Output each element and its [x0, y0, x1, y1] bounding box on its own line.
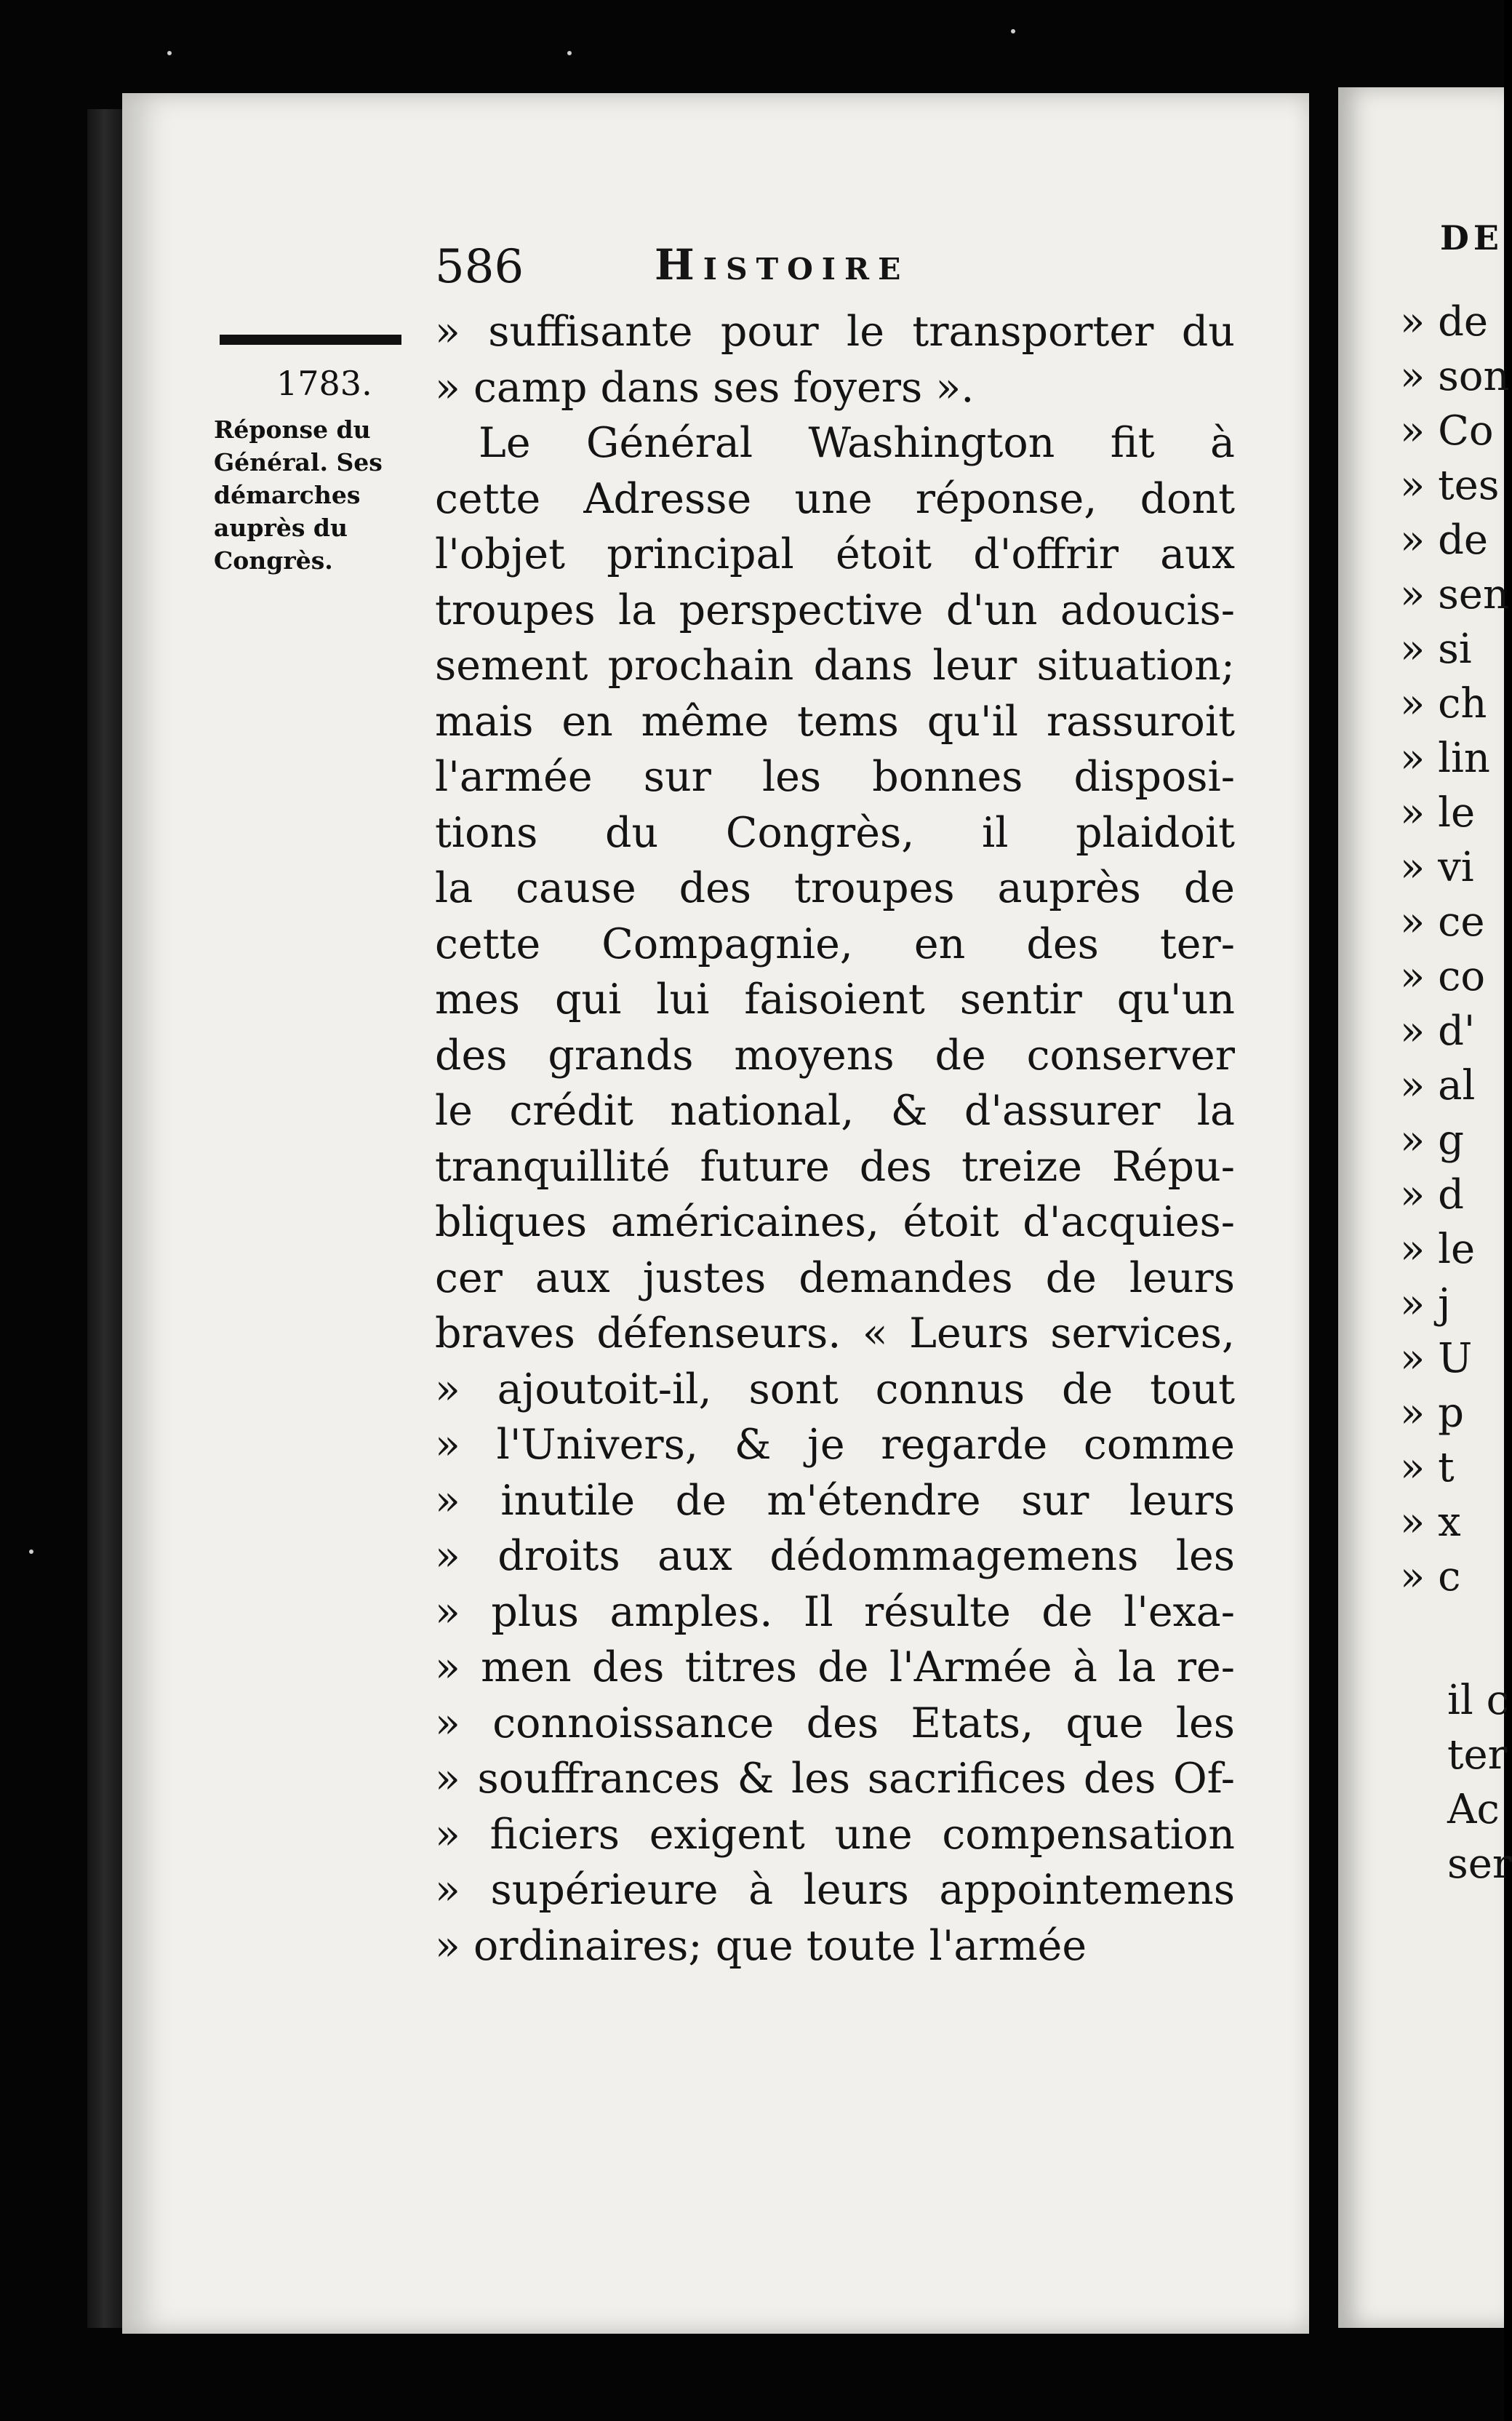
page-number: 586: [435, 240, 524, 294]
facing-line: » co: [1400, 953, 1486, 1000]
text-line: cette Compagnie, en des ter-: [435, 920, 1235, 968]
text-line: » camp dans ses foyers ».: [435, 363, 975, 412]
text-line: » ajoutoit-il, sont connus de tout: [435, 1365, 1235, 1413]
text-line: mais en même tems qu'il rassuroit: [435, 697, 1235, 746]
text-line: braves défenseurs. « Leurs services,: [435, 1309, 1235, 1357]
margin-rule: [220, 335, 401, 345]
text-line: » supérieure à leurs appointemens: [435, 1866, 1235, 1914]
running-title: Histoire: [655, 240, 910, 290]
text-line: » ordinaires; que toute l'armée: [435, 1921, 1087, 1970]
text-line: tranquillité future des treize Répu-: [435, 1142, 1235, 1191]
text-line: » men des titres de l'Armée à la re-: [435, 1643, 1235, 1691]
text-line: troupes la perspective d'un adoucis-: [435, 586, 1235, 634]
text-line: » l'Univers, & je regarde comme: [435, 1421, 1235, 1469]
facing-line: ter: [1447, 1731, 1508, 1779]
text-line: » souffrances & les sacrifices des Of-: [435, 1755, 1235, 1803]
dust-speck: [1011, 29, 1015, 33]
facing-line: » c: [1400, 1553, 1461, 1600]
text-line: l'armée sur les bonnes disposi-: [435, 753, 1235, 801]
facing-running-title: DE: [1440, 218, 1503, 258]
marginal-note-line: Congrès.: [214, 546, 333, 575]
dust-speck: [29, 1549, 33, 1554]
facing-line: » g: [1400, 1117, 1464, 1164]
facing-line: » x: [1400, 1499, 1461, 1546]
facing-line: » U: [1400, 1335, 1473, 1382]
text-line: sement prochain dans leur situation;: [435, 642, 1235, 690]
text-line: bliques américaines, étoit d'acquies-: [435, 1198, 1235, 1246]
text-line: l'objet principal étoit d'offrir aux: [435, 530, 1235, 578]
facing-line: » j: [1400, 1280, 1451, 1328]
marginal-note-line: démarches: [214, 481, 361, 509]
facing-line: » al: [1400, 1062, 1476, 1109]
text-line: » ficiers exigent une compensation: [435, 1810, 1235, 1859]
facing-line: » tes: [1400, 462, 1500, 509]
text-line: des grands moyens de conserver: [435, 1031, 1235, 1080]
facing-line: » ce: [1400, 898, 1485, 946]
marginal-note-line: auprès du: [214, 514, 348, 542]
facing-line: ser: [1447, 1840, 1512, 1888]
facing-line: » t: [1400, 1444, 1455, 1491]
text-line: cette Adresse une réponse, dont: [435, 474, 1235, 523]
text-line: la cause des troupes auprès de: [435, 864, 1235, 912]
facing-line: » ch: [1400, 680, 1487, 727]
facing-line: » le: [1400, 1226, 1476, 1273]
facing-line: » p: [1400, 1389, 1464, 1437]
facing-line: » le: [1400, 789, 1476, 837]
facing-line: » d: [1400, 1171, 1464, 1219]
text-line: » connoissance des Etats, que les: [435, 1699, 1235, 1747]
text-line: » inutile de m'étendre sur leurs: [435, 1476, 1235, 1525]
facing-line: » son: [1400, 353, 1510, 400]
facing-line: Ac: [1447, 1786, 1500, 1833]
facing-line: » si: [1400, 626, 1472, 673]
text-line: » plus amples. Il résulte de l'exa-: [435, 1587, 1235, 1636]
body-text: [435, 304, 1235, 1974]
text-line: tions du Congrès, il plaidoit: [435, 808, 1235, 857]
marginal-note: [214, 413, 425, 577]
facing-page-bottom-text: [1447, 1673, 1512, 1891]
facing-line: » lin: [1400, 735, 1490, 782]
dust-speck: [567, 51, 572, 55]
text-line: » suffisante pour le transporter du: [435, 308, 1235, 356]
text-line: » droits aux dédommagemens les: [435, 1532, 1235, 1580]
dust-speck: [167, 51, 172, 55]
margin-year: 1783.: [276, 364, 372, 403]
facing-line: » Co: [1400, 407, 1494, 455]
facing-line: » d': [1400, 1008, 1476, 1055]
text-line: le crédit national, & d'assurer la: [435, 1087, 1235, 1135]
facing-line: il c: [1447, 1677, 1509, 1724]
text-line: cer aux justes demandes de leurs: [435, 1253, 1235, 1302]
facing-page-text: [1400, 233, 1510, 1604]
running-head: [435, 240, 1249, 306]
facing-line: » de: [1400, 516, 1489, 564]
marginal-note-line: Général. Ses: [214, 448, 383, 476]
text-line: Le Général Washington fit à: [479, 419, 1235, 467]
facing-line: » sen: [1400, 571, 1510, 618]
facing-line: » vi: [1400, 844, 1474, 891]
facing-line: » de: [1400, 298, 1489, 346]
marginal-note-line: Réponse du: [214, 415, 371, 444]
text-line: mes qui lui faisoient sentir qu'un: [435, 976, 1235, 1024]
